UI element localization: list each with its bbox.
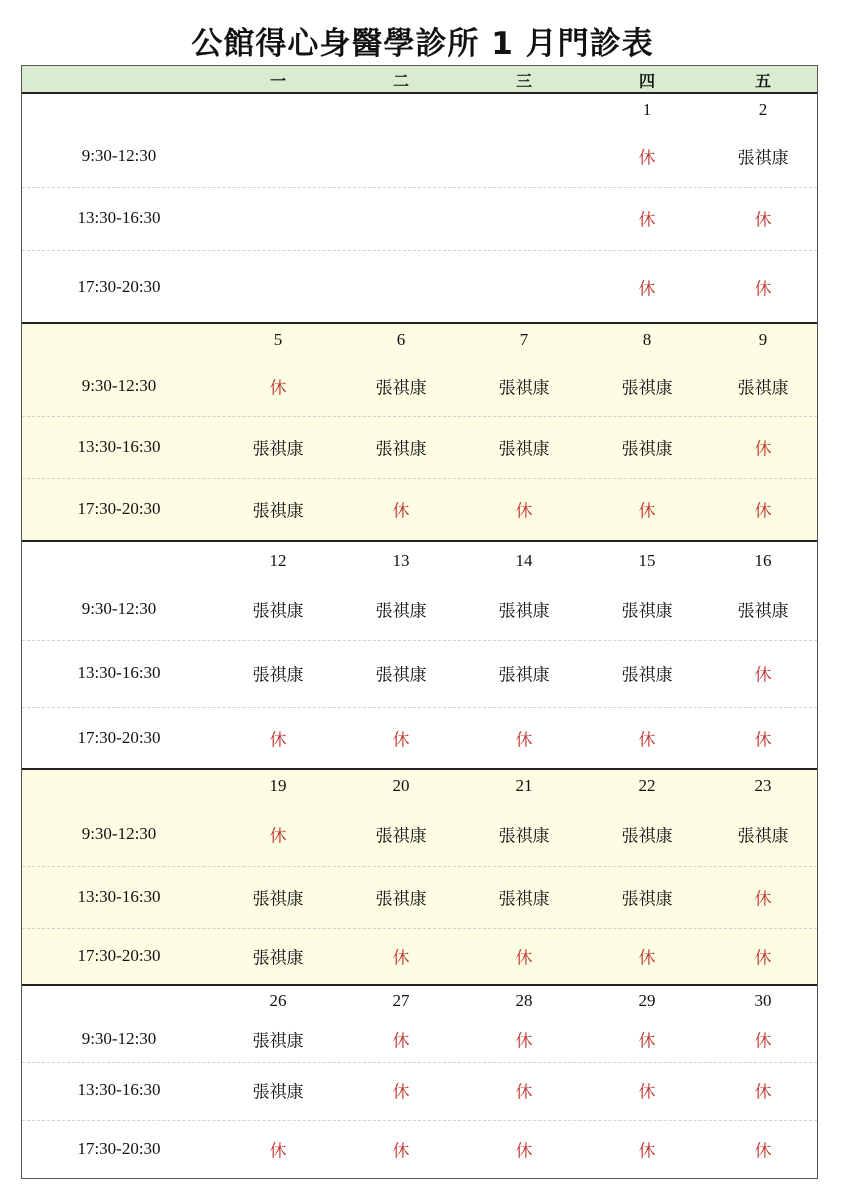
closed-cell: 休: [515, 1031, 533, 1052]
closed-cell: 休: [754, 665, 772, 686]
weekday-mon: 一: [269, 71, 287, 91]
doctor-cell: 張祺康: [737, 601, 789, 622]
doctor-cell: 張祺康: [737, 826, 789, 847]
date-label: 14: [515, 551, 533, 570]
doctor-cell: 張祺康: [621, 601, 673, 622]
date-label: 2: [758, 100, 768, 119]
closed-cell: 休: [638, 948, 656, 969]
doctor-cell: 張祺康: [498, 439, 550, 460]
closed-cell: 休: [638, 1031, 656, 1052]
time-slot-label: 17:30-20:30: [77, 499, 161, 518]
schedule-table: [21, 65, 818, 1179]
closed-cell: 休: [269, 1141, 287, 1162]
time-slot-label: 17:30-20:30: [77, 728, 161, 747]
row-divider: [22, 187, 817, 188]
date-label: 21: [515, 776, 533, 795]
closed-cell: 休: [754, 889, 772, 910]
row-divider: [22, 1120, 817, 1121]
closed-cell: 休: [392, 1031, 410, 1052]
time-slot-label: 9:30-12:30: [81, 376, 157, 395]
closed-cell: 休: [638, 210, 656, 231]
closed-cell: 休: [515, 948, 533, 969]
doctor-cell: 張祺康: [375, 601, 427, 622]
closed-cell: 休: [515, 730, 533, 751]
closed-cell: 休: [392, 1082, 410, 1103]
closed-cell: 休: [515, 1141, 533, 1162]
doctor-cell: 張祺康: [737, 378, 789, 399]
time-slot-label: 17:30-20:30: [77, 277, 161, 296]
row-divider: [22, 1062, 817, 1063]
row-divider: [22, 928, 817, 929]
closed-cell: 休: [754, 501, 772, 522]
doctor-cell: 張祺康: [737, 148, 789, 169]
date-label: 28: [515, 991, 533, 1010]
row-divider: [22, 416, 817, 417]
doctor-cell: 張祺康: [252, 665, 304, 686]
closed-cell: 休: [754, 210, 772, 231]
date-label: 13: [392, 551, 410, 570]
time-slot-label: 9:30-12:30: [81, 599, 157, 618]
weekday-tue: 二: [392, 71, 410, 91]
doctor-cell: 張祺康: [252, 948, 304, 969]
doctor-cell: 張祺康: [375, 439, 427, 460]
doctor-cell: 張祺康: [252, 501, 304, 522]
date-label: 22: [638, 776, 656, 795]
doctor-cell: 張祺康: [252, 1082, 304, 1103]
closed-cell: 休: [269, 730, 287, 751]
weekday-header-row: [22, 66, 817, 94]
date-label: 19: [269, 776, 287, 795]
time-slot-label: 17:30-20:30: [77, 946, 161, 965]
closed-cell: 休: [754, 948, 772, 969]
closed-cell: 休: [515, 501, 533, 522]
time-slot-label: 9:30-12:30: [81, 824, 157, 843]
doctor-cell: 張祺康: [252, 889, 304, 910]
date-label: 1: [642, 100, 652, 119]
date-label: 9: [758, 330, 768, 349]
doctor-cell: 張祺康: [621, 889, 673, 910]
row-divider: [22, 866, 817, 867]
time-slot-label: 17:30-20:30: [77, 1139, 161, 1158]
date-label: 7: [519, 330, 529, 349]
closed-cell: 休: [392, 1141, 410, 1162]
date-label: 12: [269, 551, 287, 570]
closed-cell: 休: [754, 730, 772, 751]
doctor-cell: 張祺康: [375, 378, 427, 399]
closed-cell: 休: [754, 279, 772, 300]
row-divider: [22, 478, 817, 479]
closed-cell: 休: [392, 730, 410, 751]
closed-cell: 休: [754, 1082, 772, 1103]
time-slot-label: 9:30-12:30: [81, 146, 157, 165]
row-divider: [22, 640, 817, 641]
time-slot-label: 13:30-16:30: [77, 663, 161, 682]
weekday-thu: 四: [638, 71, 656, 91]
doctor-cell: 張祺康: [498, 889, 550, 910]
time-slot-label: 13:30-16:30: [77, 437, 161, 456]
closed-cell: 休: [269, 826, 287, 847]
date-label: 6: [396, 330, 406, 349]
closed-cell: 休: [515, 1082, 533, 1103]
page-title: 公館得心身醫學診所 1 月門診表: [191, 26, 654, 62]
closed-cell: 休: [638, 501, 656, 522]
time-slot-label: 13:30-16:30: [77, 1080, 161, 1099]
weekday-wed: 三: [515, 71, 533, 91]
closed-cell: 休: [638, 1082, 656, 1103]
doctor-cell: 張祺康: [498, 601, 550, 622]
row-divider: [22, 250, 817, 251]
row-divider: [22, 707, 817, 708]
closed-cell: 休: [638, 148, 656, 169]
doctor-cell: 張祺康: [375, 889, 427, 910]
date-label: 8: [642, 330, 652, 349]
doctor-cell: 張祺康: [621, 826, 673, 847]
closed-cell: 休: [269, 378, 287, 399]
closed-cell: 休: [754, 1031, 772, 1052]
week-block: [22, 322, 817, 540]
date-label: 23: [754, 776, 772, 795]
date-label: 5: [273, 330, 283, 349]
doctor-cell: 張祺康: [621, 378, 673, 399]
week-block: [22, 540, 817, 768]
date-label: 29: [638, 991, 656, 1010]
closed-cell: 休: [392, 948, 410, 969]
closed-cell: 休: [754, 1141, 772, 1162]
time-slot-label: 9:30-12:30: [81, 1029, 157, 1048]
date-label: 30: [754, 991, 772, 1010]
closed-cell: 休: [638, 279, 656, 300]
week-block: [22, 768, 817, 984]
doctor-cell: 張祺康: [252, 439, 304, 460]
date-label: 27: [392, 991, 410, 1010]
doctor-cell: 張祺康: [252, 601, 304, 622]
doctor-cell: 張祺康: [498, 378, 550, 399]
doctor-cell: 張祺康: [498, 665, 550, 686]
closed-cell: 休: [638, 730, 656, 751]
doctor-cell: 張祺康: [621, 665, 673, 686]
date-label: 26: [269, 991, 287, 1010]
doctor-cell: 張祺康: [375, 665, 427, 686]
time-slot-label: 13:30-16:30: [77, 208, 161, 227]
time-slot-label: 13:30-16:30: [77, 887, 161, 906]
week-block: [22, 984, 817, 1179]
doctor-cell: 張祺康: [498, 826, 550, 847]
closed-cell: 休: [754, 439, 772, 460]
doctor-cell: 張祺康: [252, 1031, 304, 1052]
weekday-fri: 五: [754, 71, 772, 91]
date-label: 16: [754, 551, 772, 570]
closed-cell: 休: [392, 501, 410, 522]
doctor-cell: 張祺康: [621, 439, 673, 460]
doctor-cell: 張祺康: [375, 826, 427, 847]
closed-cell: 休: [638, 1141, 656, 1162]
date-label: 15: [638, 551, 656, 570]
week-block: [22, 94, 817, 322]
date-label: 20: [392, 776, 410, 795]
